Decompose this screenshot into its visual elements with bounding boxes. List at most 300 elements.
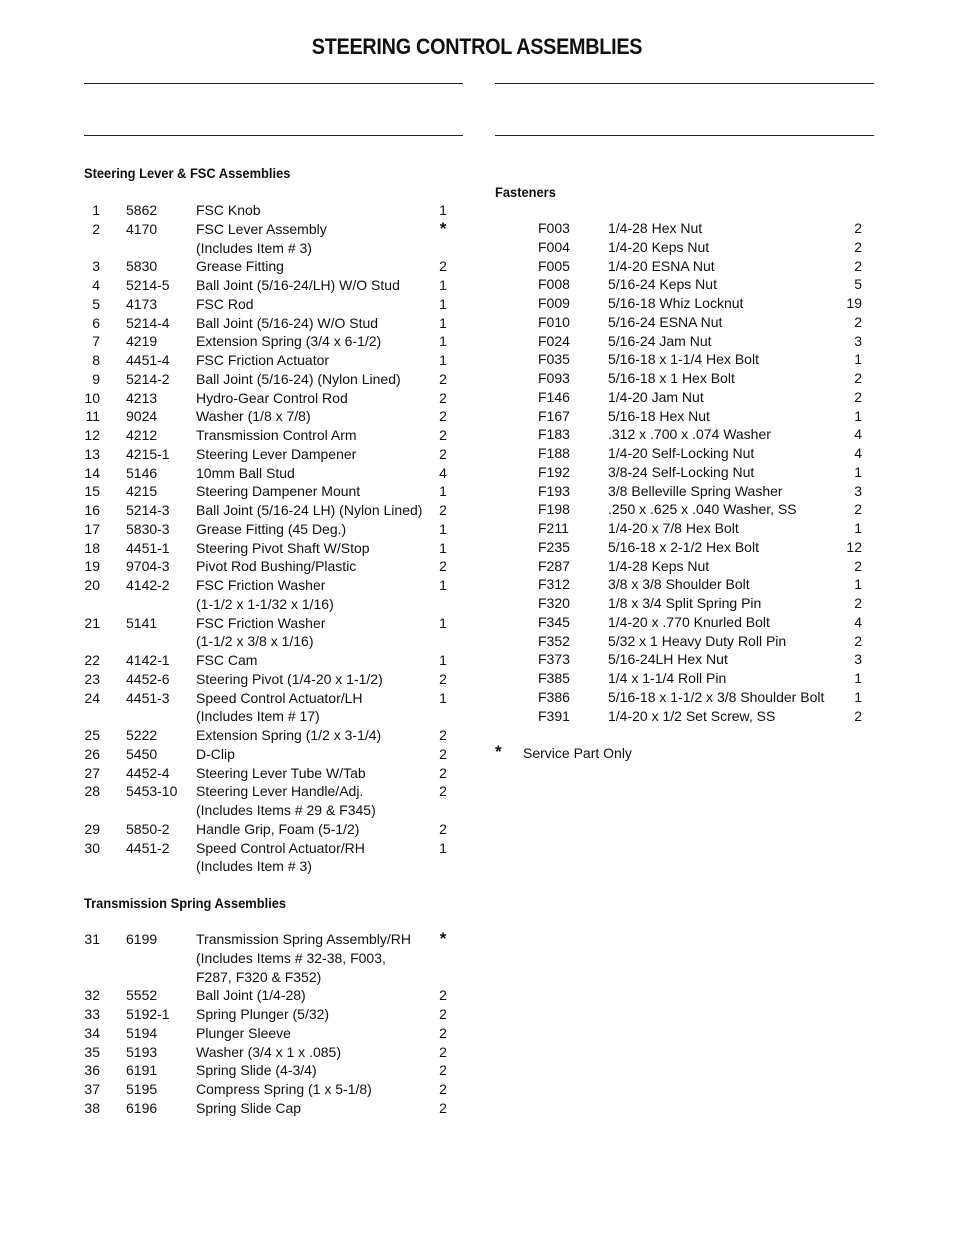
part-number: F235 <box>538 538 570 555</box>
quantity: 1 <box>854 351 862 368</box>
part-number: 4215 <box>126 483 158 500</box>
table-row <box>84 764 464 783</box>
item-number: 38 <box>84 1099 100 1116</box>
quantity: 2 <box>439 1081 447 1097</box>
part-number: 4170 <box>126 220 158 237</box>
part-number: 5193 <box>126 1043 158 1060</box>
part-number: 5450 <box>126 745 158 762</box>
table-row <box>538 257 862 276</box>
quantity: 1 <box>854 688 862 705</box>
part-number: F320 <box>538 595 570 611</box>
part-description: 3/8 Belleville Spring Washer <box>608 482 783 499</box>
part-description: 1/4-20 Self-Locking Nut <box>608 445 755 461</box>
item-number: 18 <box>84 539 100 556</box>
item-number: 28 <box>84 783 100 800</box>
part-description: F287, F320 & F352) <box>196 968 322 985</box>
part-description: (1-1/2 x 1-1/32 x 1/16) <box>196 595 334 612</box>
item-number: 30 <box>84 839 100 856</box>
part-description: 5/16-24 Keps Nut <box>608 276 717 293</box>
item-number: 3 <box>92 258 100 275</box>
quantity: 1 <box>439 652 447 668</box>
item-number: 14 <box>84 464 100 481</box>
quantity: 1 <box>439 333 447 350</box>
table-row <box>538 313 862 332</box>
table-row <box>538 707 862 726</box>
part-description: Ball Joint (1/4-28) <box>196 987 306 1004</box>
quantity: 2 <box>439 445 447 462</box>
part-description: 5/16-18 x 1-1/4 Hex Bolt <box>608 351 759 368</box>
quantity: 2 <box>854 388 862 405</box>
table-row <box>84 689 464 708</box>
part-description: Plunger Sleeve <box>196 1024 291 1041</box>
part-description: FSC Knob <box>196 202 261 218</box>
part-number: 6191 <box>126 1062 158 1079</box>
item-number: 6 <box>92 314 100 331</box>
item-number: 35 <box>84 1043 100 1060</box>
table-row <box>84 986 464 1005</box>
quantity: 1 <box>439 314 447 331</box>
table-row-continuation <box>84 595 464 614</box>
part-number: 5214-2 <box>126 370 170 387</box>
part-description: 5/32 x 1 Heavy Duty Roll Pin <box>608 632 787 649</box>
part-description: FSC Lever Assembly <box>196 220 327 237</box>
part-description: 5/16-24 ESNA Nut <box>608 313 723 330</box>
part-description: Extension Spring (1/2 x 3-1/4) <box>196 727 382 743</box>
part-description: 1/4-20 x .770 Knurled Bolt <box>608 613 770 630</box>
part-description: FSC Friction Washer <box>196 614 326 631</box>
part-number: F093 <box>538 370 570 386</box>
section-heading-transmission-spring: Transmission Spring Assemblies <box>84 895 287 911</box>
part-description: 1/4-20 x 1/2 Set Screw, SS <box>608 707 776 724</box>
quantity: 4 <box>854 613 862 630</box>
table-row <box>538 275 862 294</box>
part-description: FSC Cam <box>196 652 258 668</box>
part-number: F010 <box>538 313 570 330</box>
table-row <box>84 1061 464 1080</box>
parts-list-transmission-spring <box>84 930 464 1118</box>
part-number: F003 <box>538 220 570 236</box>
quantity: 3 <box>854 482 862 499</box>
quantity: 19 <box>846 295 862 311</box>
table-row <box>84 314 464 333</box>
parts-list-steering-lever <box>84 201 464 876</box>
table-row <box>538 219 862 238</box>
table-row <box>538 388 862 407</box>
table-row <box>84 445 464 464</box>
quantity: 2 <box>439 670 447 687</box>
section-heading-fasteners: Fasteners <box>495 184 556 200</box>
table-row <box>538 425 862 444</box>
table-row <box>84 930 464 949</box>
table-row-continuation <box>84 801 464 820</box>
quantity: 4 <box>854 426 862 443</box>
table-row <box>84 651 464 670</box>
part-number: F183 <box>538 426 570 443</box>
item-number: 7 <box>92 333 100 350</box>
part-number: 9024 <box>126 408 158 425</box>
part-description: 1/8 x 3/4 Split Spring Pin <box>608 595 762 611</box>
table-row <box>538 594 862 613</box>
section-heading-steering-lever: Steering Lever & FSC Assemblies <box>84 165 291 181</box>
quantity: 1 <box>439 277 447 293</box>
quantity: 2 <box>439 783 447 800</box>
part-description: Steering Dampener Mount <box>196 483 361 500</box>
part-number: F385 <box>538 670 570 686</box>
part-description: Ball Joint (5/16-24) (Nylon Lined) <box>196 370 401 387</box>
quantity: 2 <box>439 820 447 837</box>
table-row <box>84 257 464 276</box>
quantity: 2 <box>439 727 447 743</box>
part-description: Spring Slide Cap <box>196 1099 302 1116</box>
part-number: 5141 <box>126 614 158 631</box>
part-description: Transmission Spring Assembly/RH <box>196 931 411 947</box>
divider-rule <box>495 83 874 84</box>
part-number: 4219 <box>126 333 158 350</box>
quantity: 3 <box>854 651 862 668</box>
quantity: 2 <box>854 632 862 649</box>
quantity: 4 <box>439 464 447 481</box>
item-number: 12 <box>84 427 100 443</box>
table-row <box>84 726 464 745</box>
item-number: 16 <box>84 502 100 518</box>
parts-list-fasteners <box>538 219 862 725</box>
part-description: Ball Joint (5/16-24/LH) W/O Stud <box>196 277 400 293</box>
part-description: 5/16-18 Whiz Locknut <box>608 295 744 311</box>
quantity: 1 <box>439 689 447 706</box>
quantity: 1 <box>439 352 447 368</box>
part-description: (Includes Item # 17) <box>196 708 320 725</box>
part-description: FSC Friction Washer <box>196 577 326 593</box>
part-description: 1/4-20 Jam Nut <box>608 388 704 405</box>
table-row <box>538 669 862 688</box>
item-number: 24 <box>84 689 100 706</box>
item-number: 2 <box>92 220 100 237</box>
item-number: 13 <box>84 445 100 462</box>
table-row <box>84 782 464 801</box>
part-description: 1/4-20 x 7/8 Hex Bolt <box>608 520 739 536</box>
part-number: 4213 <box>126 389 158 406</box>
part-description: Ball Joint (5/16-24) W/O Stud <box>196 314 379 331</box>
table-row <box>84 370 464 389</box>
table-row <box>538 632 862 651</box>
quantity: 1 <box>439 202 447 218</box>
quantity: 2 <box>439 370 447 387</box>
item-number: 26 <box>84 745 100 762</box>
quantity: 2 <box>439 1024 447 1041</box>
quantity: 1 <box>854 407 862 424</box>
part-number: 9704-3 <box>126 558 170 575</box>
part-description: (Includes Items # 32-38, F003, <box>196 949 386 966</box>
quantity: 2 <box>854 257 862 274</box>
part-description: 1/4-28 Keps Nut <box>608 557 710 574</box>
quantity: 4 <box>854 445 862 461</box>
part-number: F391 <box>538 707 570 724</box>
part-number: F312 <box>538 576 570 593</box>
part-description: Compress Spring (1 x 5-1/8) <box>196 1081 372 1097</box>
quantity: 2 <box>854 557 862 574</box>
part-description: (1-1/2 x 3/8 x 1/16) <box>196 633 314 650</box>
quantity: 2 <box>439 427 447 443</box>
part-description: Speed Control Actuator/RH <box>196 839 365 856</box>
part-description: 5/16-18 x 1-1/2 x 3/8 Shoulder Bolt <box>608 688 825 705</box>
table-row <box>84 614 464 633</box>
part-description: 1/4-28 Hex Nut <box>608 220 703 236</box>
part-description: Spring Plunger (5/32) <box>196 1006 330 1022</box>
part-description: Pivot Rod Bushing/Plastic <box>196 558 357 575</box>
table-row <box>84 276 464 295</box>
part-description: 1/4-20 Keps Nut <box>608 238 710 255</box>
part-number: 5214-5 <box>126 277 170 293</box>
quantity: 2 <box>854 220 862 236</box>
part-description: Grease Fitting (45 Deg.) <box>196 520 347 537</box>
table-row <box>538 332 862 351</box>
quantity: 2 <box>439 558 447 575</box>
quantity: 1 <box>439 614 447 631</box>
quantity: 2 <box>439 1006 447 1022</box>
part-number: 5850-2 <box>126 820 170 837</box>
part-number: F188 <box>538 445 570 461</box>
part-number: 6196 <box>126 1099 158 1116</box>
table-row <box>84 576 464 595</box>
part-description: Ball Joint (5/16-24 LH) (Nylon Lined) <box>196 502 423 518</box>
divider-rule <box>84 83 463 84</box>
part-number: F287 <box>538 557 570 574</box>
table-row <box>538 500 862 519</box>
part-description: Handle Grip, Foam (5-1/2) <box>196 820 360 837</box>
part-number: 4142-2 <box>126 577 170 593</box>
quantity: 2 <box>439 258 447 275</box>
part-number: F386 <box>538 688 570 705</box>
quantity: 1 <box>439 520 447 537</box>
item-number: 21 <box>84 614 100 631</box>
quantity: 2 <box>439 1043 447 1060</box>
part-description: Steering Pivot (1/4-20 x 1-1/2) <box>196 670 383 687</box>
part-description: Grease Fitting <box>196 258 284 275</box>
table-row <box>538 444 862 463</box>
part-number: F352 <box>538 632 570 649</box>
table-row <box>538 350 862 369</box>
table-row <box>84 389 464 408</box>
part-description: 5/16-24 Jam Nut <box>608 332 712 349</box>
table-row-continuation <box>84 968 464 987</box>
quantity: 2 <box>439 745 447 762</box>
table-row <box>538 482 862 501</box>
item-number: 22 <box>84 652 100 668</box>
table-row <box>84 201 464 220</box>
item-number: 23 <box>84 670 100 687</box>
part-number: 5222 <box>126 727 158 743</box>
table-row <box>538 463 862 482</box>
table-row <box>538 519 862 538</box>
quantity: * <box>439 218 447 238</box>
table-row <box>84 426 464 445</box>
quantity: 2 <box>854 238 862 255</box>
table-row <box>84 1005 464 1024</box>
item-number: 34 <box>84 1024 100 1041</box>
quantity: 12 <box>846 538 862 555</box>
part-number: 4212 <box>126 427 158 443</box>
part-description: 5/16-18 x 1 Hex Bolt <box>608 370 735 386</box>
part-description: Steering Lever Dampener <box>196 445 357 462</box>
table-row <box>84 1024 464 1043</box>
part-number: 4173 <box>126 295 158 312</box>
part-number: 5194 <box>126 1024 158 1041</box>
quantity: 1 <box>854 463 862 480</box>
table-row <box>84 1043 464 1062</box>
part-number: 5195 <box>126 1081 158 1097</box>
part-number: F198 <box>538 501 570 518</box>
part-description: (Includes Item # 3) <box>196 858 312 875</box>
table-row-continuation <box>84 707 464 726</box>
part-number: F192 <box>538 463 570 480</box>
quantity: 3 <box>854 332 862 349</box>
item-number: 15 <box>84 483 100 500</box>
part-description: .312 x .700 x .074 Washer <box>608 426 771 443</box>
table-row <box>84 295 464 314</box>
item-number: 37 <box>84 1081 100 1097</box>
table-row-continuation <box>84 949 464 968</box>
quantity: 2 <box>854 501 862 518</box>
part-number: 4452-6 <box>126 670 170 687</box>
footnote-text: Service Part Only <box>523 745 632 761</box>
table-row <box>538 688 862 707</box>
item-number: 33 <box>84 1006 100 1022</box>
table-row <box>538 538 862 557</box>
part-number: 5214-3 <box>126 502 170 518</box>
table-row <box>84 839 464 858</box>
quantity: 1 <box>439 577 447 593</box>
part-description: Hydro-Gear Control Rod <box>196 389 348 406</box>
part-number: F146 <box>538 388 570 405</box>
table-row <box>84 332 464 351</box>
quantity: 2 <box>439 1062 447 1079</box>
table-row <box>84 557 464 576</box>
quantity: 2 <box>854 370 862 386</box>
part-number: F211 <box>538 520 569 536</box>
table-row-continuation <box>84 632 464 651</box>
table-row <box>84 351 464 370</box>
part-number: F004 <box>538 238 570 255</box>
quantity: 2 <box>439 1099 447 1116</box>
item-number: 5 <box>92 295 100 312</box>
table-row <box>84 1099 464 1118</box>
part-number: 5862 <box>126 202 158 218</box>
part-number: F008 <box>538 276 570 293</box>
table-row <box>84 520 464 539</box>
item-number: 4 <box>92 277 100 293</box>
table-row <box>84 820 464 839</box>
part-description: Extension Spring (3/4 x 6-1/2) <box>196 333 382 350</box>
part-description: 1/4-20 ESNA Nut <box>608 257 715 274</box>
part-number: 4451-3 <box>126 689 170 706</box>
item-number: 1 <box>92 202 100 218</box>
table-row <box>84 745 464 764</box>
part-description: 3/8-24 Self-Locking Nut <box>608 463 755 480</box>
quantity: 2 <box>854 707 862 724</box>
part-number: 5552 <box>126 987 158 1004</box>
item-number: 36 <box>84 1062 100 1079</box>
item-number: 29 <box>84 820 100 837</box>
item-number: 11 <box>85 408 100 425</box>
quantity: 2 <box>854 313 862 330</box>
quantity: 2 <box>439 408 447 425</box>
part-number: 5214-4 <box>126 314 170 331</box>
quantity: 1 <box>854 670 862 686</box>
quantity: 1 <box>854 520 862 536</box>
quantity: 2 <box>439 764 447 781</box>
quantity: 1 <box>854 576 862 593</box>
table-row <box>84 482 464 501</box>
part-number: 4451-4 <box>126 352 170 368</box>
part-description: Spring Slide (4-3/4) <box>196 1062 317 1079</box>
part-description: (Includes Items # 29 & F345) <box>196 802 376 818</box>
item-number: 17 <box>84 520 100 537</box>
part-number: 5146 <box>126 464 158 481</box>
table-row <box>84 670 464 689</box>
part-description: Transmission Control Arm <box>196 427 357 443</box>
quantity: 2 <box>439 502 447 518</box>
part-number: F035 <box>538 351 570 368</box>
table-row-continuation <box>84 857 464 876</box>
part-description: Washer (1/8 x 7/8) <box>196 408 311 425</box>
part-number: 4451-2 <box>126 839 170 856</box>
table-row <box>538 407 862 426</box>
part-number: 6199 <box>126 931 158 947</box>
part-number: 5830 <box>126 258 158 275</box>
part-number: F373 <box>538 651 570 668</box>
quantity: 1 <box>439 839 447 856</box>
table-row <box>538 613 862 632</box>
quantity: 2 <box>439 389 447 406</box>
item-number: 19 <box>84 558 100 575</box>
part-number: 4451-1 <box>126 539 170 556</box>
item-number: 8 <box>92 352 100 368</box>
part-number: 5830-3 <box>126 520 170 537</box>
part-number: 4452-4 <box>126 764 170 781</box>
part-description: 10mm Ball Stud <box>196 464 295 481</box>
divider-rule <box>84 135 463 136</box>
quantity: 5 <box>854 276 862 293</box>
part-number: 5453-10 <box>126 783 178 800</box>
item-number: 31 <box>84 931 100 947</box>
table-row <box>84 501 464 520</box>
part-description: D-Clip <box>196 745 235 762</box>
quantity: 1 <box>439 483 447 500</box>
table-row <box>538 294 862 313</box>
item-number: 10 <box>84 389 100 406</box>
quantity: 2 <box>439 987 447 1004</box>
part-number: F005 <box>538 257 570 274</box>
part-number: 4215-1 <box>126 445 170 462</box>
part-description: Steering Pivot Shaft W/Stop <box>196 539 370 556</box>
quantity: 2 <box>854 595 862 611</box>
part-description: FSC Friction Actuator <box>196 352 330 368</box>
quantity: * <box>439 929 447 948</box>
part-description: Washer (3/4 x 1 x .085) <box>196 1043 341 1060</box>
part-description: (Includes Item # 3) <box>196 239 312 256</box>
item-number: 32 <box>84 987 100 1004</box>
table-row <box>84 407 464 426</box>
part-number: F345 <box>538 613 570 630</box>
table-row-continuation <box>84 239 464 258</box>
item-number: 25 <box>84 727 100 743</box>
table-row <box>84 464 464 483</box>
table-row <box>538 369 862 388</box>
part-number: 5192-1 <box>126 1006 170 1022</box>
table-row <box>538 557 862 576</box>
part-description: 5/16-18 x 2-1/2 Hex Bolt <box>608 538 759 555</box>
part-description: 3/8 x 3/8 Shoulder Bolt <box>608 576 750 593</box>
